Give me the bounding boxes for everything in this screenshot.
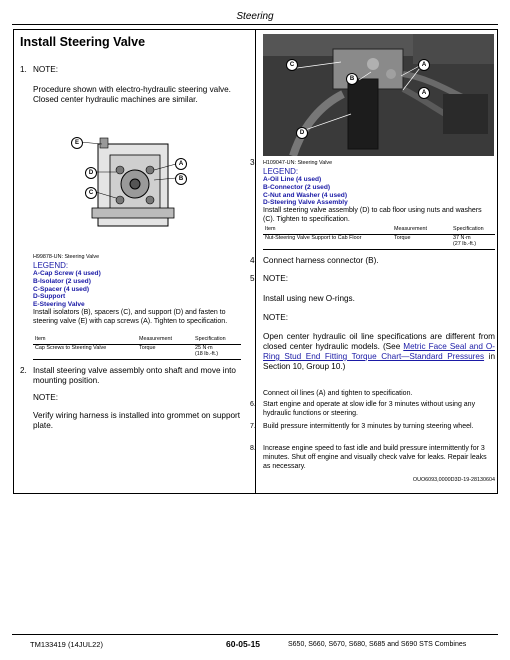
step-number: 7. bbox=[250, 423, 256, 430]
legend-item: E-Steering Valve bbox=[33, 301, 85, 309]
connect-text: Connect oil lines (A) and tighten to specification. bbox=[263, 390, 413, 397]
note-text: in Section 10, Group 10.) bbox=[263, 352, 495, 371]
step6-text: Start engine and operate at slow idle for 3 minutes without using any hydraulic functions or steering. bbox=[263, 401, 476, 417]
spec-value-imperial: (18 lb.-ft.) bbox=[195, 351, 219, 357]
table-cell: Cap Screws to Steering Valve bbox=[33, 344, 137, 359]
spec-value-imperial: (27 lb.-ft.) bbox=[453, 241, 477, 247]
callout-b: B bbox=[346, 73, 358, 85]
legend-item: D-Steering Valve Assembly bbox=[263, 199, 348, 207]
note-label: NOTE: bbox=[33, 393, 59, 402]
table-cell bbox=[451, 234, 495, 249]
callout-a: A bbox=[418, 59, 430, 71]
step4-text: Connect harness connector (B). bbox=[263, 256, 379, 265]
install-instruction: Install steering valve assembly (D) to cab floor using nuts and washers (C). Tighten to specification. bbox=[263, 207, 482, 223]
legend-item: D-Support bbox=[33, 293, 66, 301]
footer-rule bbox=[12, 634, 498, 635]
step-number: 1. bbox=[20, 65, 27, 74]
callout-b: B bbox=[175, 173, 187, 185]
table-cell bbox=[193, 344, 241, 359]
doc-code: OUO6093,0000D3D-19-28130604 bbox=[412, 477, 495, 483]
callout-d: D bbox=[85, 167, 97, 179]
note-label: NOTE: bbox=[263, 274, 289, 283]
steering-valve-diagram bbox=[70, 130, 200, 240]
step2-text: Install steering valve assembly onto shaft and move into mounting position. bbox=[33, 366, 236, 385]
step-number: 6. bbox=[250, 401, 256, 408]
torque-chart-link[interactable]: Metric Face Seal and O-Ring Stud End Fitting Torque Chart—Standard Pressures bbox=[263, 342, 496, 361]
open-center-note bbox=[263, 332, 495, 372]
legend-item: B-Isolator (2 used) bbox=[33, 277, 91, 285]
note-label: NOTE: bbox=[263, 313, 289, 322]
install-instruction: Install isolators (B), spacers (C), and support (D) and fasten to steering valve (E) with cap screws (A). Tighten to specification. bbox=[33, 309, 228, 325]
step-number: 2. bbox=[20, 366, 27, 375]
table-header: Measurement bbox=[392, 226, 451, 234]
page-number: 60-05-15 bbox=[226, 639, 261, 649]
header-rule bbox=[12, 24, 498, 25]
step-number: 4. bbox=[250, 256, 257, 265]
legend-item: B-Connector (2 used) bbox=[263, 183, 331, 191]
spec-table bbox=[263, 226, 495, 250]
legend-item: A-Cap Screw (4 used) bbox=[33, 270, 101, 277]
note-text: Install using new O-rings. bbox=[263, 294, 355, 303]
table-header: Specification bbox=[451, 226, 495, 234]
footer-models: S650, S660, S670, S680, S685 and S690 STS Combines bbox=[288, 641, 467, 648]
legend-item: C-Spacer (4 used) bbox=[33, 285, 90, 293]
callout-d: D bbox=[296, 127, 308, 139]
legend-item: C-Nut and Washer (4 used) bbox=[263, 191, 348, 199]
legend-title: LEGEND: bbox=[33, 261, 69, 270]
table-header: Measurement bbox=[137, 336, 193, 344]
table-cell: Nut-Steering Valve Support to Cab Floor bbox=[263, 234, 392, 249]
callout-a: A bbox=[175, 158, 187, 170]
table-header: Item bbox=[263, 226, 392, 234]
section-header: Steering bbox=[236, 11, 274, 22]
callout-c: C bbox=[85, 187, 97, 199]
note-text: Verify wiring harness is installed into grommet on support plate. bbox=[33, 411, 241, 430]
callout-e: E bbox=[71, 137, 83, 149]
table-header: Specification bbox=[193, 336, 241, 344]
figure-id: H99878-UN: Steering Valve bbox=[33, 254, 100, 260]
table-cell: Torque bbox=[137, 344, 193, 359]
step-number: 8. bbox=[250, 445, 256, 452]
legend-title: LEGEND: bbox=[263, 167, 299, 176]
step7-text: Build pressure intermittently for 3 minutes by turning steering wheel. bbox=[263, 423, 474, 430]
legend bbox=[33, 261, 101, 309]
step8-text: Increase engine speed to fast idle and build pressure intermittently for 3 minutes. Shut off engine and visually check valve for leaks. Repair leaks as necessary. bbox=[263, 445, 487, 470]
callout-a: A bbox=[418, 87, 430, 99]
figure-id: H109047-UN: Steering Valve bbox=[263, 160, 333, 166]
note-text: Open center hydraulic oil line specifications are different from closed center hydraulic models. (See bbox=[263, 332, 495, 351]
step1-note: Procedure shown with electro-hydraulic steering valve. Closed center hydraulic machines are similar. bbox=[33, 85, 231, 104]
note-label: NOTE: bbox=[33, 65, 59, 74]
table-cell: Torque bbox=[392, 234, 451, 249]
legend bbox=[263, 167, 348, 207]
footer-doc-id: TM133419 (14JUL22) bbox=[30, 640, 103, 649]
table-header: Item bbox=[33, 336, 137, 344]
step-number: 3. bbox=[250, 158, 257, 167]
step-number: 5. bbox=[250, 274, 257, 283]
spec-value: 25 N·m bbox=[195, 344, 213, 351]
page-title: Install Steering Valve bbox=[20, 35, 146, 49]
spec-table bbox=[33, 336, 241, 360]
legend-item: A-Oil Line (4 used) bbox=[263, 176, 322, 183]
callout-c: C bbox=[286, 59, 298, 71]
spec-value: 37 N·m bbox=[453, 234, 471, 241]
